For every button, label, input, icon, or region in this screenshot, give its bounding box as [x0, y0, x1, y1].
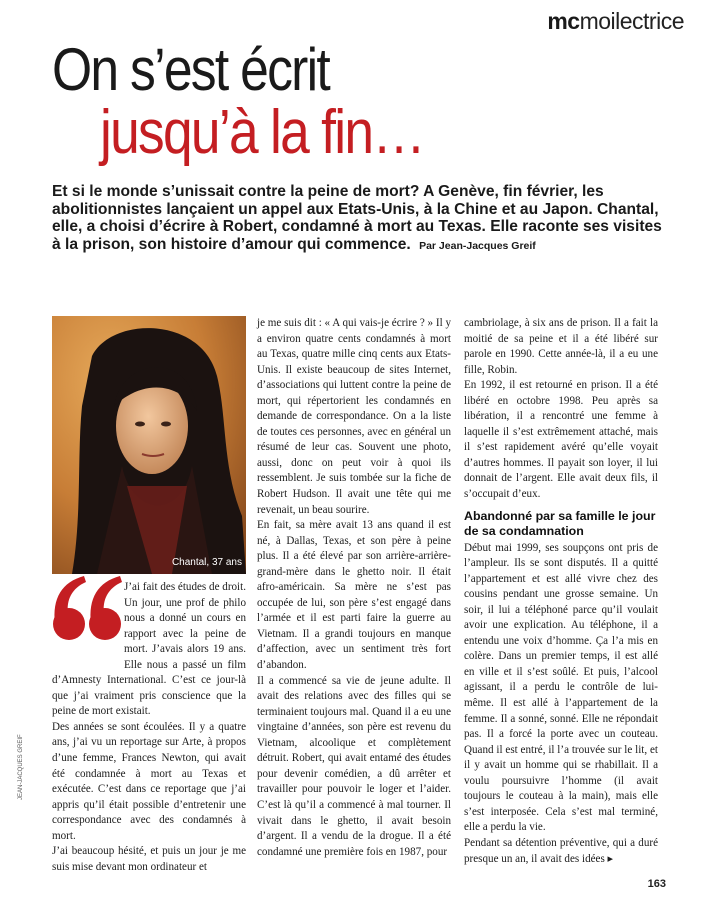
column-2-paragraph-1: je me suis dit : « A qui vais-je écrire ? » Il y a environ quatre cents condamnés à mort au Texas, quatre mille cinq cents aux Etats-Unis. Il existe beaucoup de sites Internet, d’associations qui luttent contre la peine de mort, qui répertorient les condamnés en demande de correspondance. On a la liste de toutes ces personnes, avec en général un résumé de leur cas. Souvent une photo, aussi, donc on peut voir à quoi ils ressemblent. Je suis tombée sur la fiche de Robert Hudson. Il avait une tête qui me revenait, un beau sourire.: [257, 317, 451, 516]
photo-credit: JEAN-JACQUES GREIF: [18, 734, 24, 800]
page-number: 163: [647, 878, 666, 890]
portrait-illustration: [52, 316, 246, 574]
column-1: [52, 580, 246, 875]
lead-text: Et si le monde s’unissait contre la peine de mort? A Genève, fin février, les abolitionnistes lançaient un appel aux Etats-Unis, à la Chine et au Japon. Chantal, elle, a choisi d’écrire à Robert, condamné à mort au Texas. Elle raconte ses visites à la prison, son histoire d’amour qui commence.: [52, 183, 662, 253]
column-3-paragraph-1: cambriolage, à six ans de prison. Il a fait la moitié de sa peine et il a été libéré sur parole en 1990. Cette année-là, il a eu une fille, Robin.: [464, 317, 658, 376]
column-1-text-1: J’ai fait des études de droit. Un jour, une prof de philo nous a donné un cours en rapport avec la peine de mort. J’avais alors 19 ans. Elle nous a passé un film d’Amnesty International. C’est ce jour-là que j’ai vraiment pris conscience que la peine de mort existait.: [52, 581, 246, 718]
section-subheading: Abandonné par sa famille le jour de sa condamnation: [464, 508, 656, 538]
column-1-paragraph-3: J’ai beaucoup hésité, et puis un jour je me suis mise devant mon ordinateur et: [52, 845, 246, 873]
column-3-paragraph-3: Début mai 1999, ses soupçons ont pris de l’ampleur. Ils se sont disputés. Il a quitté l’appartement et est allé vivre chez des cousins pendant une grosse semaine. Un soir, il lui a téléphoné parce qu’il voulait avoir une explication. Au téléphone, il a entendu une voix d’homme. Ça l’a mis en colère. Dans un premier temps, il est allé en ville et il s’est soûlé. Et puis, l’alcool agissant, il a perdu le contrôle de lui-même. Il est allé à l’appartement de la femme. Il a sonné, sonné. Elle ne répondait pas. Il a forcé la porte avec un couteau. Quand il est entré, il l’a trouvée sur le lit, et il y avait un homme qui se rhabillait. Il a voulu poursuivre l’homme (il avait toujours le couteau à la main), mais elle s’est interposée. Cela s’est mal terminé, elle a perdu la vie.: [464, 541, 658, 834]
brand-rest: moilectrice: [579, 8, 684, 34]
column-2: [257, 316, 451, 860]
byline: Par Jean-Jacques Greif: [419, 239, 536, 252]
article-title-line-2: jusqu’à la fin…: [100, 98, 424, 167]
column-2-paragraph-2: En fait, sa mère avait 13 ans quand il est né, à Dallas, Texas, et son père à peine plus. Il a été élevé par son arrière-arrière-grand-mère dans le ghetto noir. Il était afro-américain. Sa mère ne s’est pas occupée de lui, son père s’est engagé dans l’armée et il est parti faire la guerre au Vietnam. Il a grandi toujours en manque d’affection, avec un sentiment très fort d’abandon.: [257, 519, 451, 672]
column-1-paragraph-2: Des années se sont écoulées. Il y a quatre ans, j’ai vu un reportage sur Arte, à propos d’une femme, Frances Newton, qui avait été condamnée à mort au Texas et exécutée. C’est dans ce reportage que j’ai appris qu’il était possible d’entretenir une correspondance avec des condamnés à mort.: [52, 720, 246, 842]
brand-bold: mc: [547, 8, 580, 34]
column-3-paragraph-2: En 1992, il est retourné en prison. Il a été libéré en octobre 1998. Peu après sa libération, il a rencontré une femme à laquelle il s’est extrêmement attaché, mais il s’est rapidement avéré qu’elle voyait d’autres hommes. Il payait son loyer, il lui donnait de l’argent. Elle avait deux fils, il s’occupait d’eux.: [464, 379, 658, 501]
quote-float-spacer: [52, 580, 124, 660]
portrait-photo: [52, 316, 246, 574]
column-3-paragraph-4: Pendant sa détention préventive, qui a duré presque un an, il avait des idées ▸: [464, 836, 658, 865]
column-1-paragraph-1: [52, 580, 246, 720]
column-3: [464, 316, 658, 867]
photo-caption: Chantal, 37 ans: [171, 557, 242, 568]
column-2-paragraph-3: Il a commencé sa vie de jeune adulte. Il avait des relations avec des filles qui se terminaient toujours mal. Quand il a eu une vingtaine d’années, son père est revenu du Vietnam, alcoolique et complètement détruit. Robert, qui avait entamé des études pour devenir comédien, a dû arrêter et travailler pour pouvoir le loger et l’aider. C’est là qu’il a commencé à mal tourner. Il vivait dans le ghetto, il avait besoin d’argent. Il a vendu de la drogue. Il a été condamné une première fois en 1987, pour: [257, 674, 451, 858]
article-title-line-1: On s’est écrit: [52, 36, 330, 103]
magazine-section-brand: [547, 8, 684, 35]
article-lead: [52, 183, 662, 255]
